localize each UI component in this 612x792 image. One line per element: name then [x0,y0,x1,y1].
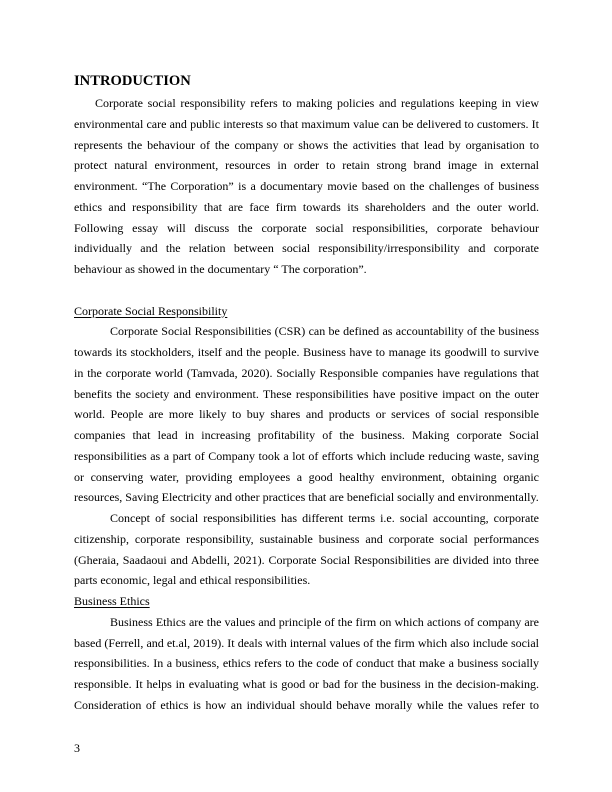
blank-line [74,280,539,301]
business-ethics-paragraph: Business Ethics are the values and principle of the firm on which actions of company are based (Ferrell, and et.al, 2019). It deals with internal values of the firm which also include social responsibilities. In a business, ethics refers to the code of conduct that make a business socially responsible. It helps in evaluating what is good or bad for the business in the decision-making. Consideration of ethics is how an individual should behave morally while the values refer to [74,614,539,712]
page-number: 3 [74,741,80,755]
page-content [74,72,539,716]
introduction-paragraph: Corporate social responsibility refers to making policies and regulations keeping in view environmental care and public interests so that maximum value can be delivered to customers. It represents the behaviour of the company or shows the activities that lead by organisation to protect natural environment, resources in order to retain strong brand image in external environment. “The Corporation” is a documentary movie based on the challenges of business ethics and responsibility that are face firm towards its shareholders and the outer world. Following essay will discuss the corporate social responsibilities, corporate behaviour individually and the relation between social responsibility/irresponsibility and corporate behaviour as showed in the documentary “ The corporation”. [74,96,539,276]
csr-paragraph-concept: Concept of social responsibilities has different terms i.e. social accounting, corporate citizenship, corporate responsibility, sustainable business and corporate social performances (Gheraia, Saadaoui and Abdelli, 2021). Corporate Social Responsibilities are divided into three parts economic, legal and ethical responsibilities. [74,511,539,588]
csr-heading: Corporate Social Responsibility [74,303,228,318]
business-ethics-heading: Business Ethics [74,594,150,608]
csr-paragraph-definition: Corporate Social Responsibilities (CSR) can be defined as accountability of the business towards its stockholders, itself and the people. Business have to manage its goodwill to survive in the corporate world (Tamvada, 2020). Socially Responsible companies have regulations that benefits the society and environment. These responsibilities have positive impact on the outer world. People are more likely to buy shares and products or services of social responsible companies that lead in increasing profitability of the business. Making corporate Social responsibilities as a part of Company took a lot of efforts which include reducing waste, saving or conserving water, providing employees a good healthy environment, obtaining organic resources, Saving Electricity and other practices that are beneficial socially and environmentally. [74,324,539,505]
introduction-heading: INTRODUCTION [74,73,191,89]
